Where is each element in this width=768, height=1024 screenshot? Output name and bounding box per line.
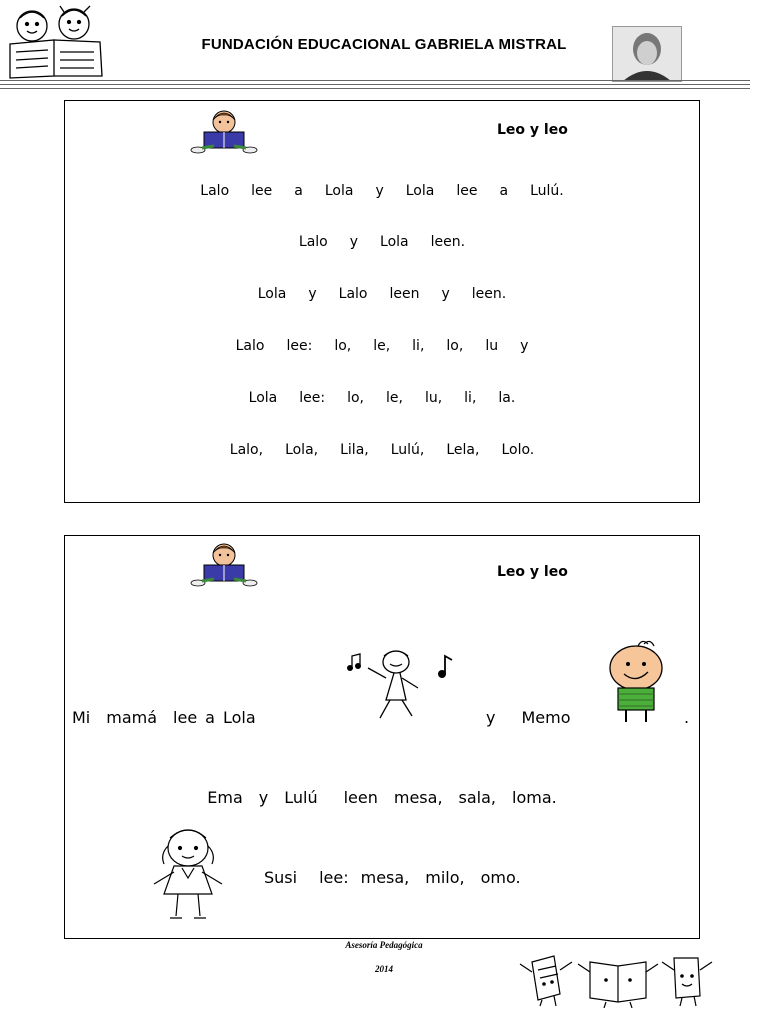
box1-line-2 — [64, 234, 700, 250]
word: Lalo — [298, 234, 328, 250]
word: y — [486, 708, 496, 727]
word: loma. — [512, 788, 557, 807]
dancing-girl-music-icon — [338, 644, 460, 724]
page-title: FUNDACIÓN EDUCACIONAL GABRIELA MISTRAL — [201, 36, 567, 53]
box2-line-1a — [64, 708, 260, 727]
word: Lola — [380, 234, 409, 250]
header-portrait — [612, 26, 682, 82]
word: y — [349, 234, 359, 250]
footer-line-2: 2014 — [375, 964, 393, 974]
word: Lila, — [340, 442, 369, 458]
word: mamá — [106, 708, 158, 727]
word: a — [499, 183, 509, 199]
word: lee — [173, 708, 198, 727]
word: Lola, — [285, 442, 319, 458]
word: lee: — [286, 338, 313, 354]
word: le, — [373, 338, 391, 354]
word: y — [441, 286, 450, 302]
word: la. — [498, 390, 516, 406]
word: Lola — [257, 286, 287, 302]
footer-line-1: Asesoría Pedagógica — [345, 940, 423, 950]
word: Lela, — [446, 442, 480, 458]
box2-line-1b — [478, 708, 579, 727]
word: y — [375, 183, 384, 199]
word: Lalo — [200, 183, 230, 199]
box2-line-1-period: . — [684, 708, 690, 727]
word: y — [258, 788, 269, 807]
word: Lola — [324, 183, 354, 199]
word: lo, — [347, 390, 364, 406]
word: y — [520, 338, 529, 354]
word: Lalo — [338, 286, 368, 302]
word: li, — [464, 390, 477, 406]
box1-title: Leo y leo — [497, 122, 568, 138]
word: Susi — [264, 868, 298, 887]
word: Lola — [248, 390, 278, 406]
word: lo, — [446, 338, 464, 354]
box1-line-4 — [64, 338, 700, 354]
word: lo, — [334, 338, 352, 354]
word: Memo — [521, 708, 571, 727]
word: Lolo. — [501, 442, 535, 458]
word: lu — [485, 338, 499, 354]
word: Lalo, — [229, 442, 264, 458]
box2-title: Leo y leo — [497, 564, 568, 580]
header-divider-bottom — [0, 88, 750, 89]
box1-line-3 — [64, 286, 700, 302]
word: leen. — [430, 234, 466, 250]
word: Lulú — [284, 788, 318, 807]
footer-books-illustration — [514, 948, 724, 1008]
box1-line-1 — [64, 183, 700, 199]
box2-line-2 — [64, 788, 700, 807]
word: a — [294, 183, 303, 199]
word: Lulú, — [390, 442, 425, 458]
word: Lola — [222, 708, 256, 727]
girl-outline-icon — [140, 824, 236, 924]
word: lee — [456, 183, 478, 199]
word: Ema — [207, 788, 243, 807]
word: le, — [386, 390, 403, 406]
word: Lalo — [235, 338, 265, 354]
smiling-boy-memo-icon — [598, 640, 674, 724]
word: Lola — [405, 183, 435, 199]
word: lee: — [319, 868, 349, 887]
word: a — [205, 708, 215, 727]
boy-reading-icon — [186, 108, 262, 156]
word: lu, — [424, 390, 443, 406]
word: leen. — [471, 286, 507, 302]
word: mesa, — [360, 868, 410, 887]
word: lee: — [299, 390, 326, 406]
header-divider-middle — [0, 84, 750, 85]
word: milo, — [425, 868, 465, 887]
word: omo. — [480, 868, 521, 887]
word: mesa, — [393, 788, 443, 807]
word: leen — [389, 286, 420, 302]
word: sala, — [458, 788, 497, 807]
boy-reading-icon — [186, 541, 262, 589]
box1-line-5 — [64, 390, 700, 406]
word: y — [308, 286, 317, 302]
word: Lulú. — [530, 183, 564, 199]
word: lee — [251, 183, 273, 199]
box1-line-6 — [64, 442, 700, 458]
word: Mi — [72, 708, 91, 727]
box2-line-3 — [256, 868, 529, 887]
header-divider-top — [0, 80, 750, 81]
word: leen — [343, 788, 378, 807]
word: li, — [412, 338, 425, 354]
